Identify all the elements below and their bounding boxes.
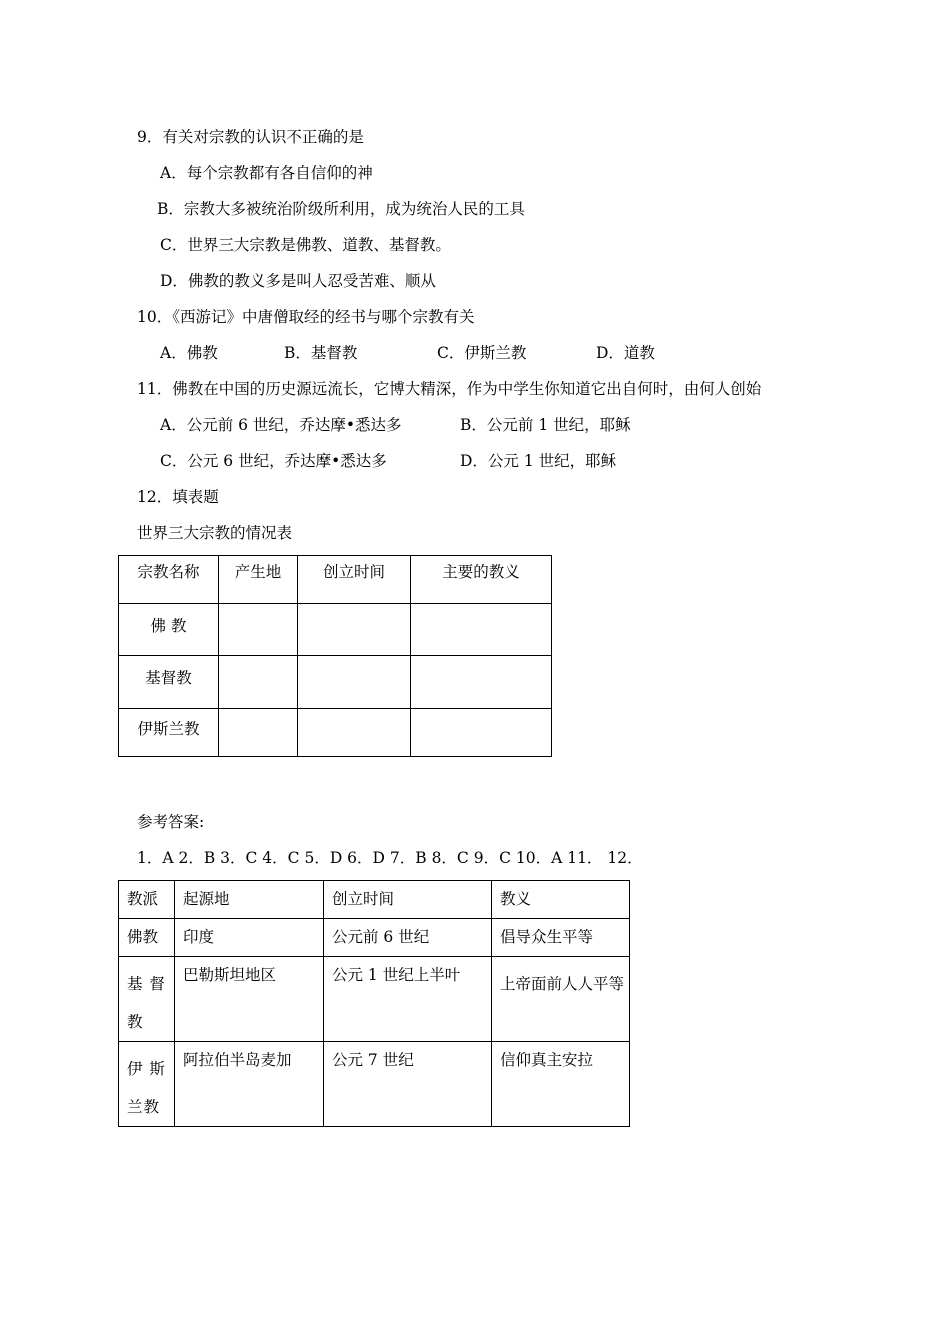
fill-in-table — [118, 555, 552, 757]
table-row — [119, 1042, 630, 1127]
q11-stem: 11．佛教在中国的历史源远流长，它博大精深，作为中学生你知道它出自何时，由何人创始 — [137, 380, 762, 398]
blank-cell[interactable] — [298, 656, 411, 709]
blank-cell[interactable] — [298, 604, 411, 656]
answer-table — [118, 880, 630, 1127]
q11-option-d: D．公元 1 世纪，耶稣 — [460, 452, 617, 470]
blank-cell[interactable] — [411, 656, 552, 709]
q10-stem: 10．《西游记》中唐僧取经的经书与哪个宗教有关 — [137, 308, 475, 326]
table-row — [119, 957, 630, 1042]
q9-option-c: C．世界三大宗教是佛教、道教、基督教。 — [160, 236, 451, 254]
header-main-doctrine: 主要的教义 — [442, 563, 520, 581]
origin-cell: 阿拉伯半岛麦加 — [183, 1051, 292, 1069]
origin-cell: 巴勒斯坦地区 — [183, 966, 277, 984]
q9-option-a: A．每个宗教都有各自信仰的神 — [160, 164, 373, 182]
answers-line: 1．A 2．B 3．C 4．C 5．D 6．D 7．B 8．C 9．C 10．A 11． 12． — [137, 849, 643, 867]
q11-option-c: C．公元 6 世纪，乔达摩•悉达多 — [160, 452, 387, 470]
table-row — [119, 919, 630, 957]
blank-cell[interactable] — [219, 604, 298, 656]
header-origin-place: 起源地 — [183, 890, 230, 908]
header-founded-time: 创立时间 — [332, 890, 395, 908]
doctrine-cell: 倡导众生平等 — [500, 928, 594, 946]
q10-option-b: B．基督教 — [284, 344, 358, 362]
header-founded-time: 创立时间 — [322, 563, 385, 581]
origin-cell: 印度 — [183, 928, 215, 946]
doctrine-cell: 上帝面前人人平等 — [500, 975, 625, 993]
table-row — [119, 709, 552, 757]
q9-option-d: D．佛教的教义多是叫人忍受苦难、顺从 — [160, 272, 436, 290]
row-label: 佛 教 — [150, 617, 187, 635]
row-label: 伊斯兰教 — [137, 720, 200, 738]
q12-stem: 12．填表题 — [137, 488, 219, 506]
q11-option-a: A．公元前 6 世纪，乔达摩•悉达多 — [160, 416, 402, 434]
q9-stem: 9．有关对宗教的认识不正确的是 — [137, 128, 364, 146]
doctrine-cell: 信仰真主安拉 — [500, 1051, 594, 1069]
q12-table-title: 世界三大宗教的情况表 — [137, 524, 293, 542]
header-origin: 产生地 — [234, 563, 282, 581]
table-row — [119, 656, 552, 709]
blank-cell[interactable] — [411, 604, 552, 656]
header-religion-name: 宗教名称 — [137, 563, 200, 581]
q9-option-b: B．宗教大多被统治阶级所利用，成为统治人民的工具 — [157, 200, 525, 218]
blank-cell[interactable] — [219, 656, 298, 709]
sect-cell: 基 督 教 — [127, 975, 166, 1031]
answers-title: 参考答案: — [137, 813, 205, 831]
sect-cell: 佛教 — [127, 928, 159, 946]
q10-option-c: C．伊斯兰教 — [437, 344, 527, 362]
sect-cell: 伊 斯 兰教 — [127, 1060, 166, 1116]
blank-cell[interactable] — [411, 709, 552, 757]
blank-cell[interactable] — [298, 709, 411, 757]
row-label: 基督教 — [145, 669, 192, 687]
q10-option-d: D．道教 — [596, 344, 655, 362]
time-cell: 公元前 6 世纪 — [332, 928, 430, 946]
q11-option-b: B．公元前 1 世纪，耶稣 — [460, 416, 631, 434]
blank-cell[interactable] — [219, 709, 298, 757]
time-cell: 公元 1 世纪上半叶 — [332, 966, 461, 984]
q10-option-a: A．佛教 — [160, 344, 218, 362]
header-sect: 教派 — [127, 890, 159, 908]
table-row — [119, 604, 552, 656]
time-cell: 公元 7 世纪 — [332, 1051, 414, 1069]
header-doctrine: 教义 — [500, 890, 532, 908]
